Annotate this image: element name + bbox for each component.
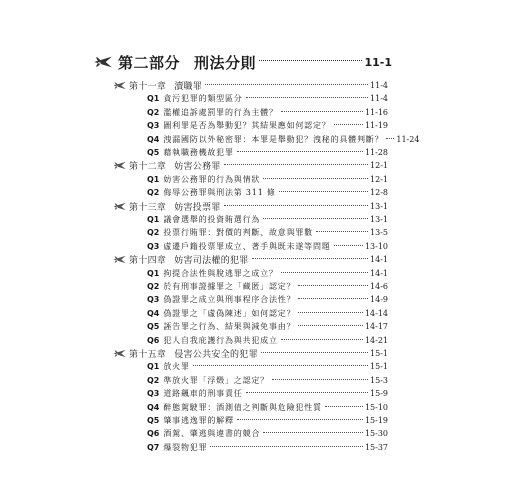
question-page: 15-10 — [364, 402, 388, 412]
question-page: 11-4 — [370, 94, 388, 104]
chapter-number: 第十五章 — [129, 350, 167, 360]
leader-dots — [246, 391, 368, 393]
question-row — [147, 92, 388, 105]
question-page: 14-17 — [364, 322, 388, 332]
question-number: Q3 — [147, 121, 160, 131]
leader-dots — [281, 110, 363, 112]
question-page: 14-21 — [364, 335, 388, 345]
question-number: Q7 — [147, 442, 160, 452]
question-text: 濫權追訴處罰罪的行為主體？ — [163, 107, 278, 117]
question-number: Q1 — [147, 174, 160, 184]
leader-dots — [298, 324, 363, 326]
question-text: 肇事逃逸罪的解釋 — [163, 416, 234, 425]
question-text: 於有刑事證據罪之「藏匿」認定？ — [163, 282, 296, 291]
question-row — [147, 441, 388, 454]
question-number: Q2 — [147, 188, 160, 198]
leader-dots — [272, 378, 368, 380]
part-heading — [92, 52, 392, 72]
question-number: Q1 — [147, 362, 160, 372]
question-row — [147, 374, 388, 387]
question-page: 14-9 — [370, 295, 388, 305]
question-row — [147, 240, 388, 253]
question-row — [147, 226, 388, 239]
leader-dots — [259, 59, 362, 61]
question-text: 妨害公務罪的行為與情狀 — [163, 174, 261, 184]
leader-dots — [298, 297, 368, 299]
airplane-icon — [92, 54, 114, 70]
question-number: Q3 — [147, 389, 160, 399]
chapter-page: 14-1 — [370, 255, 388, 265]
leader-dots — [261, 351, 368, 353]
question-page: 13-10 — [364, 241, 388, 251]
chapter-number: 第十四章 — [129, 256, 167, 267]
chapter-page: 11-4 — [370, 81, 388, 90]
question-number: Q1 — [147, 215, 160, 224]
airplane-icon — [112, 348, 127, 359]
question-row — [147, 133, 420, 146]
question-row — [147, 146, 388, 159]
chapter-row — [112, 253, 388, 266]
question-row — [147, 387, 388, 400]
question-row — [147, 173, 388, 186]
leader-dots — [298, 311, 363, 313]
question-page: 14-1 — [370, 268, 388, 278]
question-row — [147, 360, 388, 373]
question-number: Q3 — [147, 295, 160, 305]
question-number: Q2 — [147, 228, 160, 238]
question-page: 15-37 — [364, 442, 388, 452]
chapter-page: 13-1 — [370, 201, 388, 211]
chapter-number: 第十二章 — [129, 162, 167, 173]
question-text: 誣告罪之行為、結果與減免事由？ — [163, 322, 296, 332]
question-page: 15-3 — [370, 375, 388, 385]
question-row — [147, 280, 388, 293]
chapter-title: 侵害公共安全的犯罪 — [174, 350, 258, 360]
airplane-icon — [112, 160, 127, 171]
question-page: 14-14 — [364, 308, 388, 318]
question-row — [147, 401, 388, 414]
question-text: 拘提合法性與脫逃罪之成立？ — [163, 268, 278, 278]
chapter-row — [112, 159, 388, 172]
leader-dots — [237, 150, 363, 152]
question-number: Q2 — [147, 375, 160, 385]
question-page: 15-1 — [370, 362, 388, 372]
question-page: 11-28 — [364, 148, 388, 157]
question-text: 酒駕、肇逃與違書的競合 — [163, 429, 261, 439]
leader-dots — [334, 123, 363, 125]
question-number: Q4 — [147, 308, 160, 318]
question-text: 貪污犯罪的類型區分 — [163, 94, 243, 104]
question-number: Q6 — [147, 335, 160, 345]
question-number: Q4 — [147, 134, 160, 144]
leader-dots — [263, 177, 368, 179]
leader-dots — [252, 257, 368, 259]
question-number: Q4 — [147, 402, 160, 412]
question-number: Q1 — [147, 268, 160, 278]
chapter-title: 瀆職罪 — [174, 82, 203, 92]
question-text: 藉執職務機故犯罪 — [163, 148, 234, 157]
leader-dots — [263, 431, 363, 433]
leader-dots — [210, 445, 363, 447]
question-number: Q1 — [147, 94, 160, 104]
question-row — [147, 186, 388, 199]
leader-dots — [325, 405, 363, 407]
question-number: Q2 — [147, 107, 160, 117]
leader-dots — [334, 244, 363, 246]
leader-dots — [237, 418, 363, 420]
question-text: 醉態駕駛罪：酒測值之判斷與危險犯性質 — [163, 402, 322, 412]
question-number: Q5 — [147, 416, 160, 425]
question-number: Q6 — [147, 429, 160, 439]
question-text: 圖利罪是否為舉動犯？其結果應如何認定？ — [163, 121, 331, 131]
leader-dots — [193, 364, 368, 366]
question-page: 13-5 — [370, 228, 388, 238]
question-number: Q3 — [147, 241, 160, 251]
question-row — [147, 213, 388, 226]
chapter-title: 妨害司法權的犯罪 — [174, 256, 249, 267]
question-row — [147, 293, 388, 306]
question-text: 偽證罪之「虛偽陳述」如何認定？ — [163, 308, 296, 318]
airplane-icon — [112, 254, 127, 265]
chapter-row — [112, 347, 388, 360]
question-text: 偽證罪之成立與刑事程序合法性？ — [163, 295, 296, 305]
question-number: Q5 — [147, 322, 160, 332]
leader-dots — [279, 190, 368, 192]
question-row — [147, 320, 388, 333]
chapter-number: 第十一章 — [129, 82, 167, 92]
question-row — [147, 414, 388, 427]
leader-dots — [298, 284, 368, 286]
leader-dots — [386, 137, 394, 139]
leader-dots — [263, 217, 368, 219]
question-page: 11-16 — [364, 107, 388, 117]
question-row — [147, 307, 388, 320]
question-page: 13-1 — [370, 215, 388, 224]
question-page: 12-1 — [370, 174, 388, 184]
question-page: 14-6 — [370, 282, 388, 291]
question-text: 準放火罪「浮燬」之認定？ — [163, 375, 269, 385]
chapter-page: 15-1 — [370, 349, 388, 358]
leader-dots — [281, 338, 363, 340]
question-page: 11-19 — [364, 121, 388, 131]
question-text: 洩漏國防以外秘密罪：本罪是舉動犯？洩秘的具體判斷？ — [163, 134, 384, 144]
part-page: 11-1 — [364, 55, 392, 69]
chapter-title: 妨害公務罪 — [174, 162, 221, 173]
question-page: 15-30 — [364, 429, 388, 439]
leader-dots — [205, 83, 368, 85]
question-text: 投票行賄罪：對價的判斷、故意與罪數 — [163, 228, 313, 238]
question-page: 15-19 — [364, 416, 388, 425]
question-page: 12-8 — [370, 188, 388, 198]
leader-dots — [316, 230, 368, 232]
question-page: 11-24 — [396, 134, 420, 144]
question-text: 爆裂物犯罪 — [163, 442, 208, 452]
question-text: 虛遷戶籍投票罪成立、著手與既未遂等問題 — [163, 241, 331, 251]
airplane-icon — [112, 80, 127, 91]
chapter-page: 12-1 — [370, 161, 388, 171]
question-text: 侮辱公務罪與刑法第 311 條 — [163, 188, 276, 198]
chapter-number: 第十三章 — [129, 202, 167, 213]
question-row — [147, 427, 388, 440]
leader-dots — [246, 96, 368, 98]
question-row — [147, 119, 388, 132]
question-row — [147, 106, 388, 119]
part-label: 第二部分 — [118, 53, 181, 72]
question-number: Q2 — [147, 282, 160, 291]
airplane-icon — [112, 201, 127, 212]
question-page: 15-9 — [370, 389, 388, 399]
chapter-title: 妨害投票罪 — [174, 202, 221, 213]
question-row — [147, 267, 388, 280]
question-text: 犯人自我庇護行為與共犯成立 — [163, 335, 278, 345]
leader-dots — [281, 271, 368, 273]
part-title: 刑法分則 — [194, 53, 257, 72]
question-text: 道路飆車的刑事責任 — [163, 389, 243, 399]
question-number: Q5 — [147, 148, 160, 157]
chapter-row — [112, 200, 388, 213]
chapter-row — [112, 79, 388, 92]
leader-dots — [224, 163, 368, 165]
question-text: 放火罪 — [163, 362, 190, 372]
question-row — [147, 334, 388, 347]
leader-dots — [224, 204, 368, 206]
question-text: 議會選舉的投資賄選行為 — [163, 215, 261, 224]
